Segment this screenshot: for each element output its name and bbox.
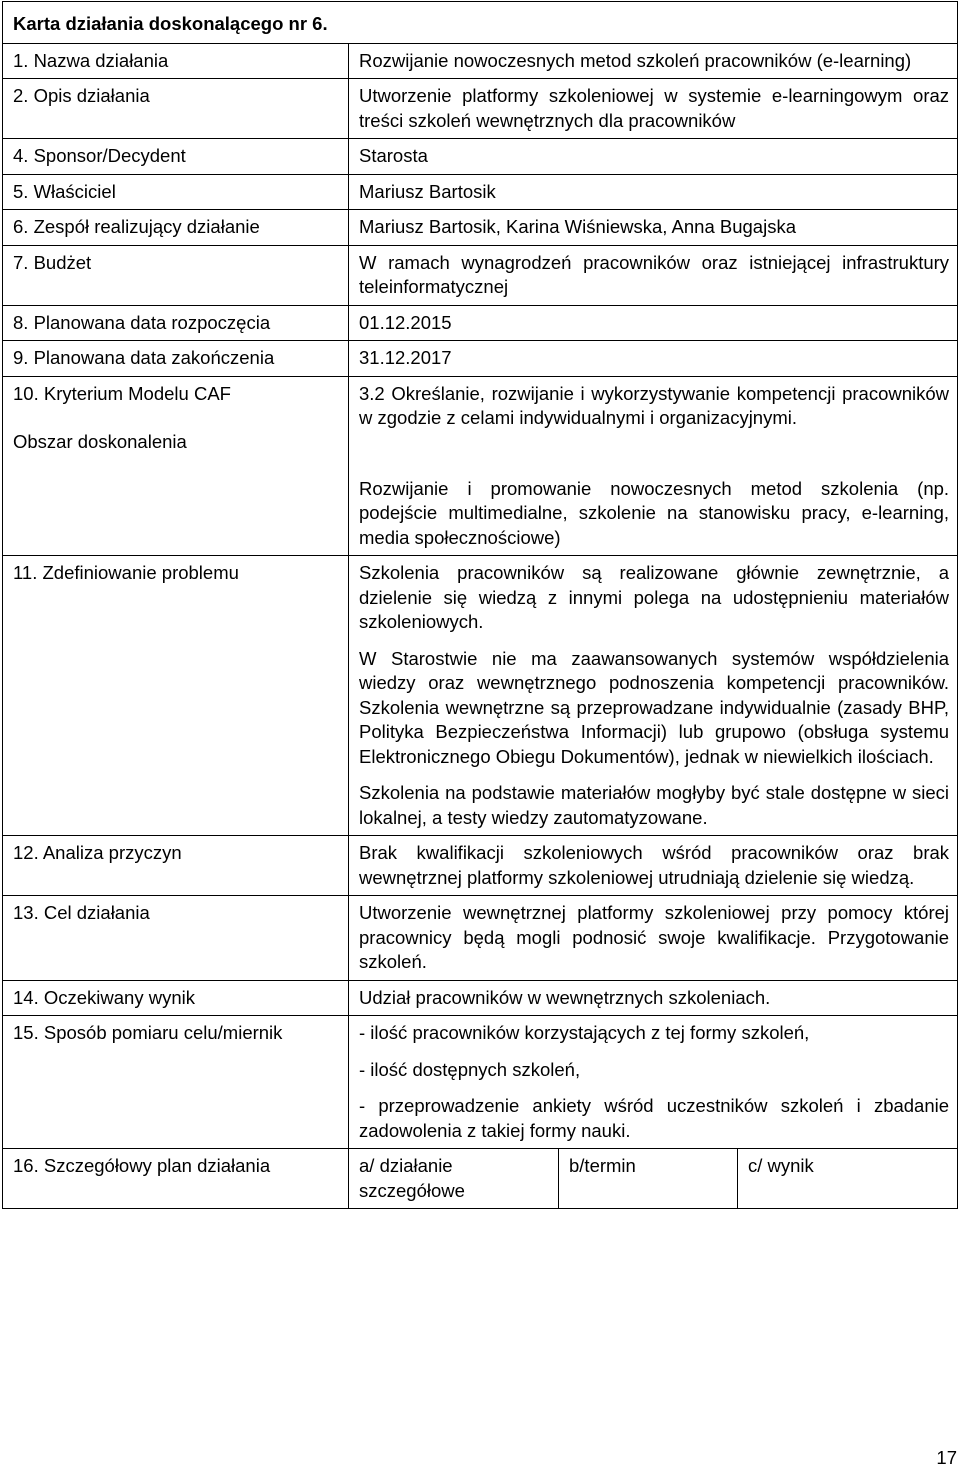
row-label: 16. Szczegółowy plan działania: [3, 1149, 349, 1209]
row-label: 14. Oczekiwany wynik: [3, 980, 349, 1016]
row-value: Rozwijanie nowoczesnych metod szkoleń pracowników (e-learning): [349, 43, 958, 79]
caf-label-cell: [3, 376, 349, 556]
row-label: 13. Cel działania: [3, 896, 349, 981]
title-row: [3, 2, 958, 44]
row-value: Udział pracowników w wewnętrznych szkoleniach.: [349, 980, 958, 1016]
row-value: Brak kwalifikacji szkoleniowych wśród pracowników oraz brak wewnętrznej platformy szkoleniowej utrudniają dzielenie się wiedzą.: [349, 836, 958, 896]
row-label: 8. Planowana data rozpoczęcia: [3, 305, 349, 341]
row-label: 1. Nazwa działania: [3, 43, 349, 79]
table-row: [3, 245, 958, 305]
caf-area: Rozwijanie i promowanie nowoczesnych metod szkolenia (np. podejście multimedialne, szkolenie na stanowisku pracy, e-learning, media społecznościowe): [359, 477, 950, 548]
row-label: 7. Budżet: [3, 245, 349, 305]
row-label: 4. Sponsor/Decydent: [3, 139, 349, 175]
measure-item: - ilość dostępnych szkoleń,: [359, 1058, 581, 1080]
row-value: Starosta: [349, 139, 958, 175]
caf-row: [3, 376, 958, 556]
table-row: [3, 980, 958, 1016]
row-value: Mariusz Bartosik: [349, 174, 958, 210]
table-row: [3, 836, 958, 896]
row-label: 15. Sposób pomiaru celu/miernik: [3, 1016, 349, 1149]
measure-item: - przeprowadzenie ankiety wśród uczestników szkoleń i zbadanie zadowolenia z takiej formy nauki.: [359, 1095, 950, 1141]
page-number: 17: [936, 1447, 957, 1468]
table-row: [3, 79, 958, 139]
row-value: Utworzenie wewnętrznej platformy szkoleniowej przy pomocy której pracownicy będą mogli podnosić swoje kwalifikacje. Przygotowanie szkoleń.: [349, 896, 958, 981]
measure-row: [3, 1016, 958, 1149]
problem-paragraph: Szkolenia na podstawie materiałów mogłyby być stale dostępne w sieci lokalnej, a testy wiedzy zautomatyzowane.: [359, 782, 950, 828]
row-label: 6. Zespół realizujący działanie: [3, 210, 349, 246]
plan-row: [3, 1149, 958, 1209]
row-value: Utworzenie platformy szkoleniowej w systemie e-learningowym oraz treści szkoleń wewnętrznych dla pracowników: [349, 79, 958, 139]
table-row: [3, 305, 958, 341]
caf-label: 10. Kryterium Modelu CAF: [13, 382, 231, 404]
table-row: [3, 139, 958, 175]
row-value: 01.12.2015: [349, 305, 958, 341]
row-value: W ramach wynagrodzeń pracowników oraz istniejącej infrastruktury teleinformatycznej: [349, 245, 958, 305]
problem-paragraph: W Starostwie nie ma zaawansowanych systemów współdzielenia wiedzy oraz wewnętrznego podnoszenia kompetencji pracowników. Szkolenia wewnętrzne są przeprowadzane indywidualnie (zasady BHP, Polityka Bezpieczeństwa Informacji) lub grupowo (obsługa systemu Elektronicznego Obiegu Dokumentów), jednak w niewielkich ilościach.: [359, 647, 950, 767]
plan-col-a: a/ działanie szczegółowe: [349, 1149, 559, 1209]
row-label: 2. Opis działania: [3, 79, 349, 139]
table-row: [3, 174, 958, 210]
measure-item: - ilość pracowników korzystających z tej formy szkoleń,: [359, 1022, 810, 1043]
plan-col-b: b/termin: [559, 1149, 738, 1209]
card-title: Karta działania doskonalącego nr 6.: [3, 2, 958, 44]
row-label: 11. Zdefiniowanie problemu: [3, 556, 349, 836]
table-row: [3, 341, 958, 377]
row-label: 9. Planowana data zakończenia: [3, 341, 349, 377]
problem-cell: [349, 556, 958, 836]
row-label: 12. Analiza przyczyn: [3, 836, 349, 896]
row-value: 31.12.2017: [349, 341, 958, 377]
action-card-table: [2, 1, 958, 1209]
problem-row: [3, 556, 958, 836]
row-value: Mariusz Bartosik, Karina Wiśniewska, Anna Bugajska: [349, 210, 958, 246]
problem-paragraph: Szkolenia pracowników są realizowane głównie zewnętrznie, a dzielenie się wiedzą z innymi polega na udostępnieniu materiałów szkoleniowych.: [359, 562, 950, 632]
table-row: [3, 43, 958, 79]
plan-col-c: c/ wynik: [738, 1149, 958, 1209]
row-label: 5. Właściciel: [3, 174, 349, 210]
table-row: [3, 896, 958, 981]
caf-value-cell: [349, 376, 958, 556]
measure-cell: [349, 1016, 958, 1149]
caf-sublabel: Obszar doskonalenia: [13, 431, 187, 452]
caf-criterion: 3.2 Określanie, rozwijanie i wykorzystywanie kompetencji pracowników w zgodzie z celami indywidualnymi i organizacyjnymi.: [359, 382, 950, 428]
table-row: [3, 210, 958, 246]
